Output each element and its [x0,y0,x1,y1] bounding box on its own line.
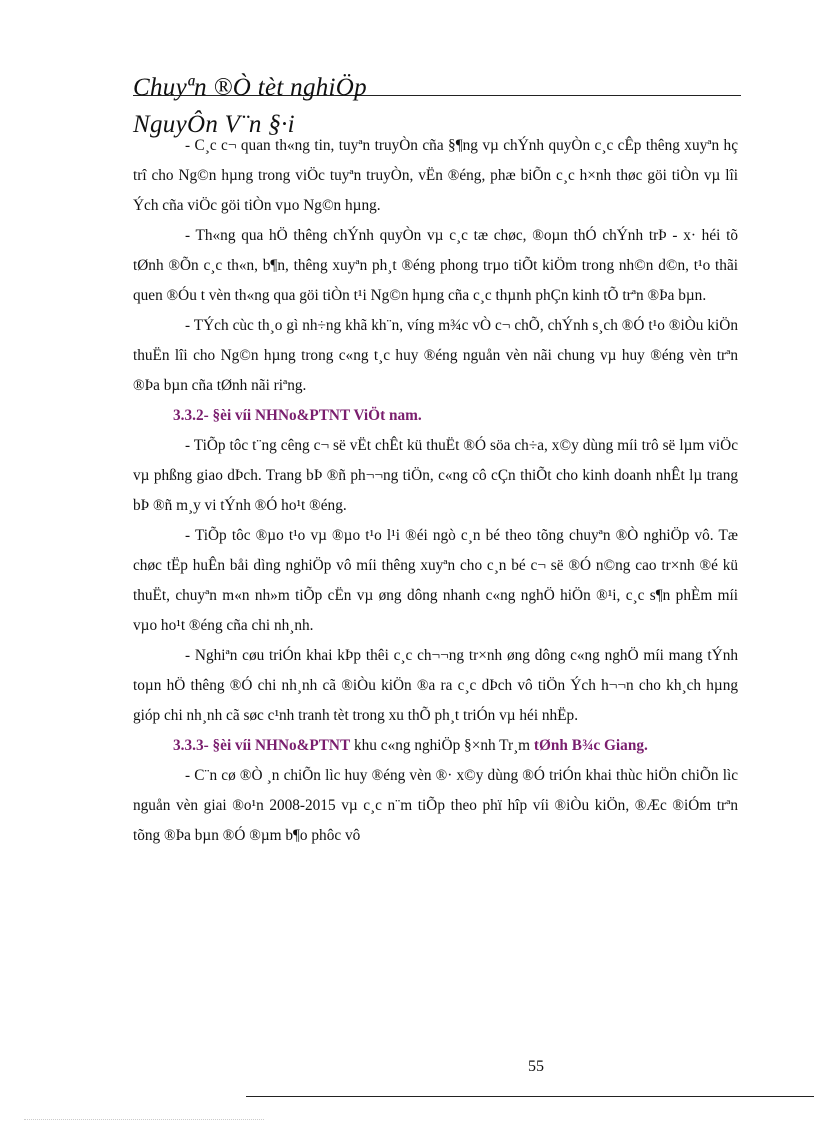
heading-plain-part: khu c«ng nghiÖp §×nh Tr¸m [350,737,534,754]
author-name: NguyÔn V¨n §·i [133,111,295,138]
paragraph: - Th«ng qua hÖ thêng chÝnh quyÒn vµ c¸c tæ chøc, ®oµn thÓ chÝnh trÞ - x· héi tõ tØnh ®Õn c¸c th«n, b¶n, thêng xuyªn ph¸t ®éng phong trµo tiÕt kiÖm trong nh©n d©n, t¹o thãi quen ®Óu t vèn th«ng qua göi tiÒn t¹i Ng©n hµng cña c¸c thµnh phÇn kinh tÕ trªn ®Þa bµn. [133,227,738,304]
footer-dotted-line [24,1119,264,1120]
body-text [133,131,738,851]
paragraph: - TiÕp tôc t¨ng cêng c¬ së vËt chÊt kü thuËt ®Ó söa ch÷a, x©y dùng míi trô së lµm viÖc vµ phßng giao dÞch. Trang bÞ ®ñ ph¬¬ng tiÖn, c«ng cô cÇn thiÕt cho kinh doanh nhÊt lµ trang bÞ ®ñ m¸y vi tÝnh ®Ó ho¹t ®éng. [133,437,738,514]
paragraph: - Nghiªn cøu triÓn khai kÞp thêi c¸c ch¬¬ng tr×nh øng dông c«ng nghÖ míi mang tÝnh toµn hÖ thêng ®Ó chi nh¸nh cã ®iÒu kiÖn ®a ra c¸c dÞch vô tiÖn Ých h¬¬n cho kh¸ch hµng gióp chi nh¸nh cã søc c¹nh tranh tèt trong xu thÕ ph¸t triÓn vµ héi nhËp. [133,647,738,724]
section-heading-3-3-3 [133,731,738,761]
paragraph: - TÝch cùc th¸o gì nh÷ng khã kh¨n, víng m¾c vÒ c¬ chÕ, chÝnh s¸ch ®Ó t¹o ®iÒu kiÖn thuËn lîi cho Ng©n hµng trong c«ng t¸c huy ®éng nguån vèn nãi chung vµ huy ®éng vèn trªn ®Þa bµn cña tØnh nãi riªng. [133,317,738,394]
footer-rule [246,1096,814,1097]
heading-end-part: tØnh B¾c Giang. [533,737,648,754]
section-heading-3-3-2: 3.3.2- §èi víi NHNo&PTNT ViÖt nam. [173,407,422,424]
paragraph: - TiÕp tôc ®µo t¹o vµ ®µo t¹o l¹i ®éi ngò c¸n bé theo tõng chuyªn ®Ò nghiÖp vô. Tæ chøc tËp huÊn båi dìng nghiÖp vô míi thêng xuyªn cho c¸n bé c¬ së ®Ó n©ng cao tr×nh ®é kü thuËt, chuyªn m«n nh»m tiÕp cËn vµ øng dông nhanh c«ng nghÖ hiÖn ®¹i, c¸c s¶n phÈm míi vµo ho¹t ®éng cña chi nh¸nh. [133,527,738,634]
document-title: Chuyªn ®Ò tèt nghiÖp [133,74,367,101]
paragraph: - C¨n cø ®Ò ¸n chiÕn lìc huy ®éng vèn ®· x©y dùng ®Ó triÓn khai thùc hiÖn chiÕn lìc nguån vèn giai ®o¹n 2008-2015 vµ c¸c n¨m tiÕp theo phï hîp víi ®iÒu kiÖn, ®Æc ®iÓm trªn tõng ®Þa bµn ®Ó ®µm b¶o phôc vô [133,767,738,844]
paragraph: - C¸c c¬ quan th«ng tin, tuyªn truyÒn cña §¶ng vµ chÝnh quyÒn c¸c cÊp thêng xuyªn hç trî cho Ng©n hµng trong viÖc tuyªn truyÒn, vËn ®éng, phæ biÕn c¸c h×nh thøc göi tiÒn vµ lîi Ých cña viÖc göi tiÒn vµo Ng©n hµng. [133,137,738,214]
heading-bold-part: 3.3.3- §èi víi NHNo&PTNT [173,737,351,754]
page-number: 55 [528,1058,544,1075]
